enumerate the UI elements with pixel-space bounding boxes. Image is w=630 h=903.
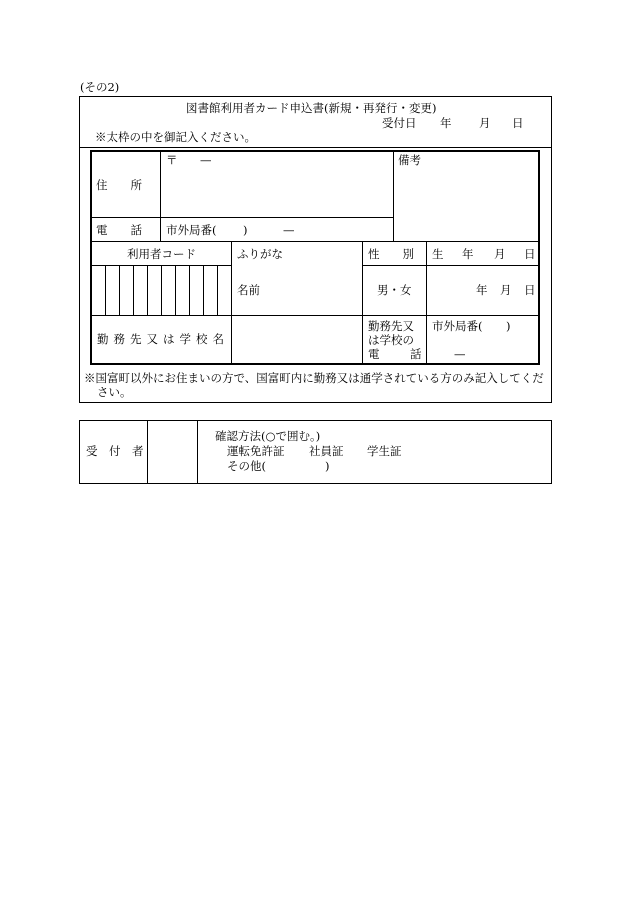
birth-label: 生 bbox=[432, 247, 444, 261]
divider bbox=[231, 241, 232, 364]
receipt-month: 月 bbox=[479, 116, 491, 130]
confirm-method-title: 確認方法(○で囲む。) bbox=[215, 429, 321, 443]
divider bbox=[160, 151, 161, 241]
receipt-day: 日 bbox=[512, 116, 524, 130]
birth-year: 年 bbox=[476, 283, 488, 297]
birth-day-header: 日 bbox=[524, 247, 536, 261]
name-field[interactable] bbox=[233, 262, 361, 314]
receiver-label: 受 付 者 bbox=[86, 444, 144, 458]
birth-year-header: 年 bbox=[462, 247, 474, 261]
address-field[interactable] bbox=[162, 170, 392, 216]
workplace-phone-line3a: 電 bbox=[368, 347, 380, 361]
divider bbox=[362, 241, 363, 364]
gender-label: 性 別 bbox=[368, 247, 414, 261]
header-divider bbox=[79, 147, 552, 148]
method-other-close: ) bbox=[325, 459, 330, 473]
phone-close-paren: ) bbox=[243, 223, 248, 237]
phone-dash: — bbox=[283, 223, 295, 237]
name-label: 名前 bbox=[237, 283, 260, 297]
method-drivers-license[interactable]: 運転免許証 bbox=[227, 444, 285, 458]
divider bbox=[91, 241, 539, 242]
birth-day: 日 bbox=[524, 283, 536, 297]
divider bbox=[426, 241, 427, 364]
divider bbox=[362, 265, 539, 266]
divider bbox=[393, 151, 394, 241]
postal-mark: 〒 bbox=[166, 153, 178, 167]
workplace-phone-line3b: 話 bbox=[410, 347, 422, 361]
birth-month: 月 bbox=[500, 283, 512, 297]
method-student-id[interactable]: 学生証 bbox=[367, 444, 402, 458]
workplace-area-code: 市外局番( bbox=[432, 319, 483, 333]
receipt-year: 年 bbox=[440, 116, 452, 130]
workplace-label: 勤務先又は学校名 bbox=[97, 332, 229, 346]
divider bbox=[91, 217, 393, 218]
divider bbox=[147, 420, 148, 484]
workplace-phone-line1: 勤務先又 bbox=[368, 319, 414, 333]
phone-label: 電 話 bbox=[96, 223, 142, 237]
workplace-phone-line2: は学校の bbox=[368, 333, 414, 347]
receiver-field[interactable] bbox=[149, 422, 196, 482]
receipt-date-label: 受付日 bbox=[382, 116, 417, 130]
footnote-line2: さい。 bbox=[97, 385, 132, 399]
gender-options[interactable]: 男・女 bbox=[377, 283, 412, 297]
user-code-grid bbox=[91, 266, 231, 315]
workplace-close-paren: ) bbox=[506, 319, 511, 333]
remarks-label: 備考 bbox=[398, 153, 421, 167]
method-employee-id[interactable]: 社員証 bbox=[309, 444, 344, 458]
postal-dash: — bbox=[200, 153, 212, 167]
footnote-line1: ※国富町以外にお住まいの方で、国富町内に勤務又は通学されている方のみ記入してくだ bbox=[84, 371, 544, 385]
workplace-phone-dash: — bbox=[454, 347, 466, 361]
instruction-text: ※太枠の中を御記入ください。 bbox=[95, 130, 256, 144]
form-title: 図書館利用者カード申込書(新規・再発行・変更) bbox=[186, 101, 437, 115]
user-code-label: 利用者コード bbox=[127, 247, 196, 261]
furigana-label: ふりがな bbox=[237, 247, 283, 261]
page-label: (その2) bbox=[80, 80, 120, 94]
address-label: 住 所 bbox=[96, 178, 142, 192]
divider bbox=[197, 420, 198, 484]
birth-month-header: 月 bbox=[494, 247, 506, 261]
workplace-field[interactable] bbox=[233, 317, 361, 363]
phone-area-code: 市外局番( bbox=[166, 223, 217, 237]
divider bbox=[91, 315, 539, 316]
method-other[interactable]: その他( bbox=[227, 459, 266, 473]
